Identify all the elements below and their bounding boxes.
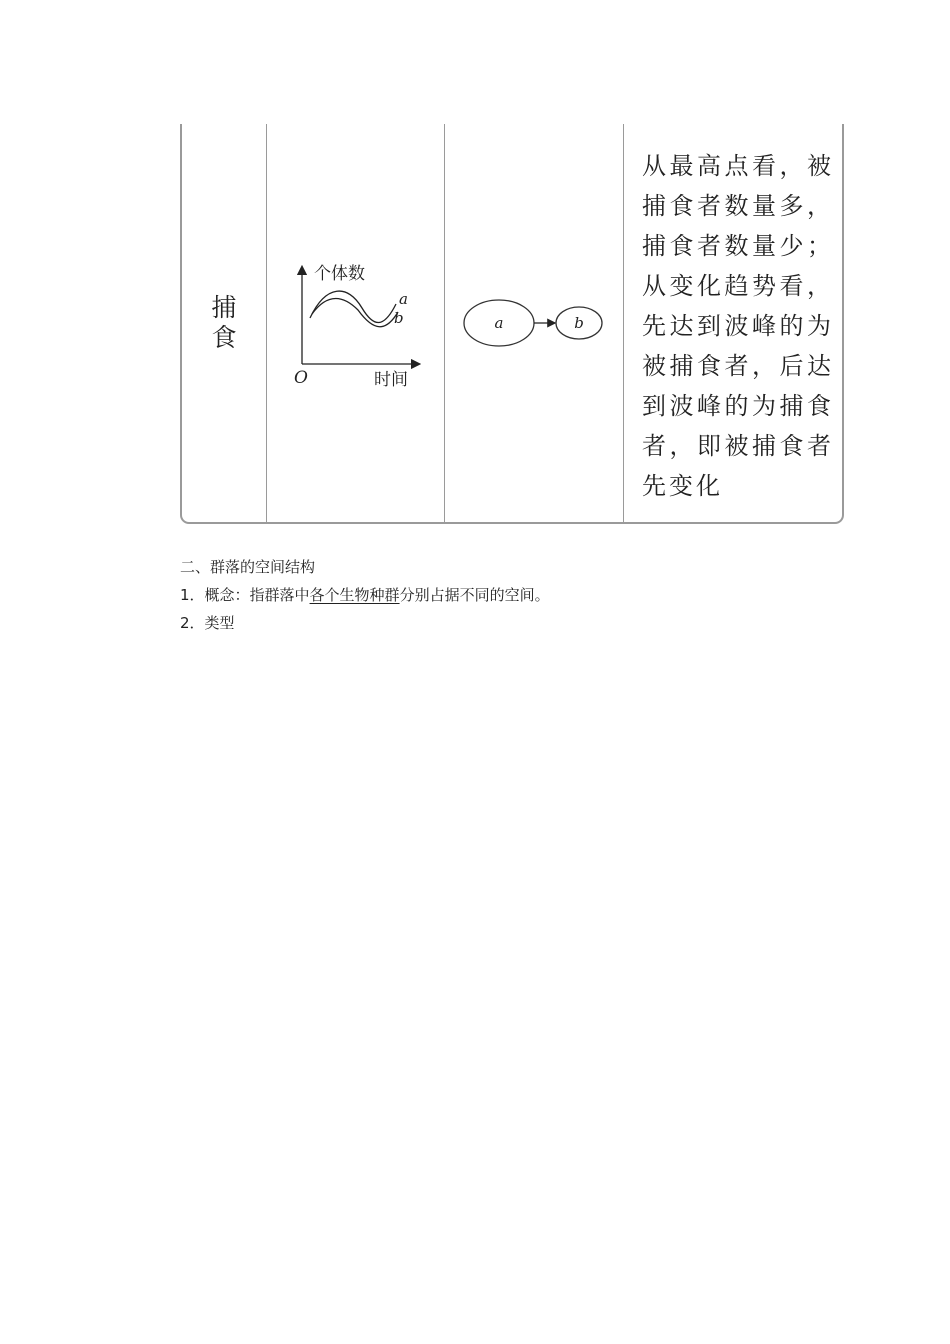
section-heading: 二、群落的空间结构 xyxy=(180,558,316,576)
relationship-name-cell xyxy=(182,124,266,522)
concept-prefix: 1．概念：指群落中 xyxy=(180,586,310,604)
origin-label: O xyxy=(294,368,308,388)
x-axis-label: 时间 xyxy=(374,370,408,390)
curve-a xyxy=(310,291,396,322)
relationship-name: 捕食 xyxy=(211,293,237,352)
node-b-label: b xyxy=(574,314,584,332)
concept-line xyxy=(180,584,550,605)
curve-b-label: b xyxy=(394,309,404,327)
interaction-table xyxy=(180,124,844,524)
curve-b xyxy=(312,299,398,327)
population-graph xyxy=(266,124,444,522)
y-axis-label: 个体数 xyxy=(314,264,365,284)
description-text: 从最高点看，被捕食者数量多，捕食者数量少；从变化趋势看，先达到波峰的为被捕食者，后达到波峰的为捕食者，即被捕食者先变化 xyxy=(642,152,834,500)
description-cell xyxy=(624,124,842,522)
relationship-diagram xyxy=(445,124,623,522)
curve-a-label: a xyxy=(399,290,408,308)
node-a-label: a xyxy=(494,314,504,332)
population-graph-cell xyxy=(266,124,444,522)
relationship-diagram-cell xyxy=(445,124,623,522)
concept-suffix: 分别占据不同的空间。 xyxy=(399,586,550,604)
types-line: 2．类型 xyxy=(180,614,235,632)
concept-underlined: 各个生物种群 xyxy=(309,586,400,604)
